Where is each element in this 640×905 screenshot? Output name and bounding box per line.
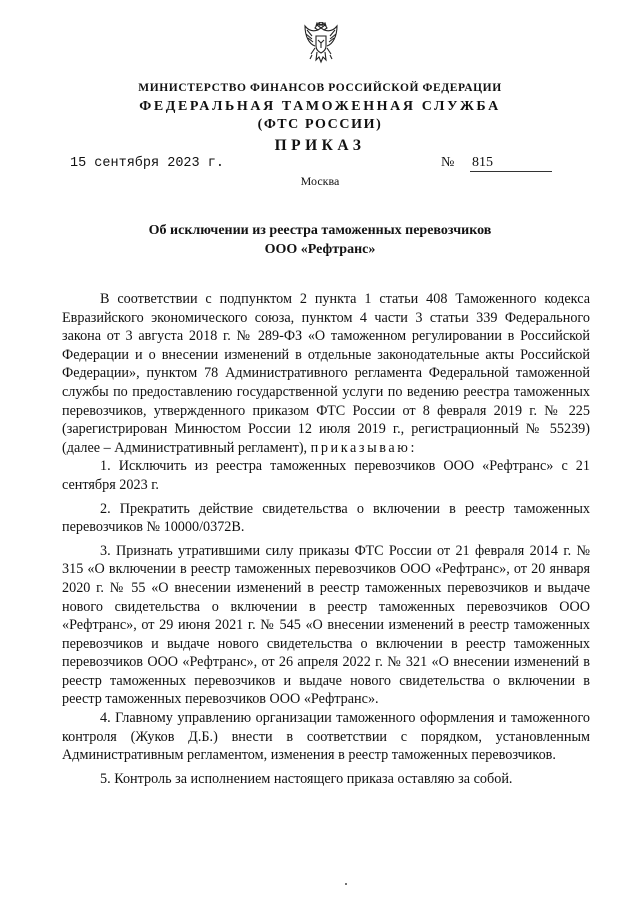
order-date: 15 сентября 2023 г. (70, 156, 224, 171)
order-item-3: 3. Признать утратившими силу приказы ФТС России от 21 февраля 2014 г. № 315 «О включении в реестр таможенных перевозчиков ООО «Рефтранс», от 20 января 2020 г. № 55 «О внесении изменений в реестр таможенных перевозчиков и выдаче нового свидетельства о включении в реестр таможенных перевозчиков ООО «Рефтранс», от 29 июня 2021 г. № 545 «О внесении изменений в реестр таможенных перевозчиков и выдаче нового свидетельства о включении в реестр таможенных перевозчиков ООО «Рефтранс», от 26 апреля 2022 г. № 321 «О внесении изменений в реестр таможенных перевозчиков и выдаче нового свидетельства о включении в реестр таможенных перевозчиков ООО «Рефтранс». (62, 542, 590, 708)
order-body (62, 290, 590, 793)
preamble-text: В соответствии с подпунктом 2 пункта 1 статьи 408 Таможенного кодекса Евразийского экономического союза, пунктом 4 части 3 статьи 339 Федерального закона от 3 августа 2018 г. № 289-ФЗ «О таможенном регулировании в Российской Федерации и о внесении изменений в отдельные законодательные акты Российской Федерации», пунктом 78 Административного регламента Федеральной таможенной службы по предоставлению государственной услуги по ведению реестра таможенных перевозчиков, утвержденного приказом ФТС России от 8 февраля 2019 г. № 225 (зарегистрирован Минюстом России 12 июля 2019 г., регистрационный № 55239) (далее – Административный регламент), (62, 291, 590, 456)
order-word: приказываю: (310, 439, 417, 456)
order-item-4: 4. Главному управлению организации таможенного оформления и таможенного контроля (Жуков Д.Б.) внести в соответствии с порядком, установленным Административным регламентом, изменения в реестр таможенных перевозчиков. (62, 710, 590, 764)
number-sign: № (441, 155, 455, 170)
service-name: ФЕДЕРАЛЬНАЯ ТАМОЖЕННАЯ СЛУЖБА (139, 99, 501, 114)
preamble-paragraph (62, 290, 590, 457)
order-item-1: 1. Исключить из реестра таможенных перевозчиков ООО «Рефтранс» с 21 сентября 2023 г. (62, 458, 590, 493)
order-title-line-1: Об исключении из реестра таможенных перевозчиков (148, 223, 492, 238)
order-item-5: 5. Контроль за исполнением настоящего приказа оставляю за собой. (100, 770, 513, 787)
document-type: ПРИКАЗ (274, 137, 366, 154)
city: Москва (300, 174, 340, 188)
order-title-line-2: ООО «Рефтранс» (264, 242, 376, 257)
order-number: 815 (470, 155, 552, 172)
page-mark (345, 883, 347, 885)
order-item-2: 2. Прекратить действие свидетельства о включении в реестр таможенных перевозчиков № 10000/0372В. (62, 500, 590, 536)
ministry-name: МИНИСТЕРСТВО ФИНАНСОВ РОССИЙСКОЙ ФЕДЕРАЦИИ (138, 82, 502, 94)
russian-coat-of-arms-icon (303, 22, 339, 68)
service-abbreviation: (ФТС РОССИИ) (257, 117, 383, 132)
